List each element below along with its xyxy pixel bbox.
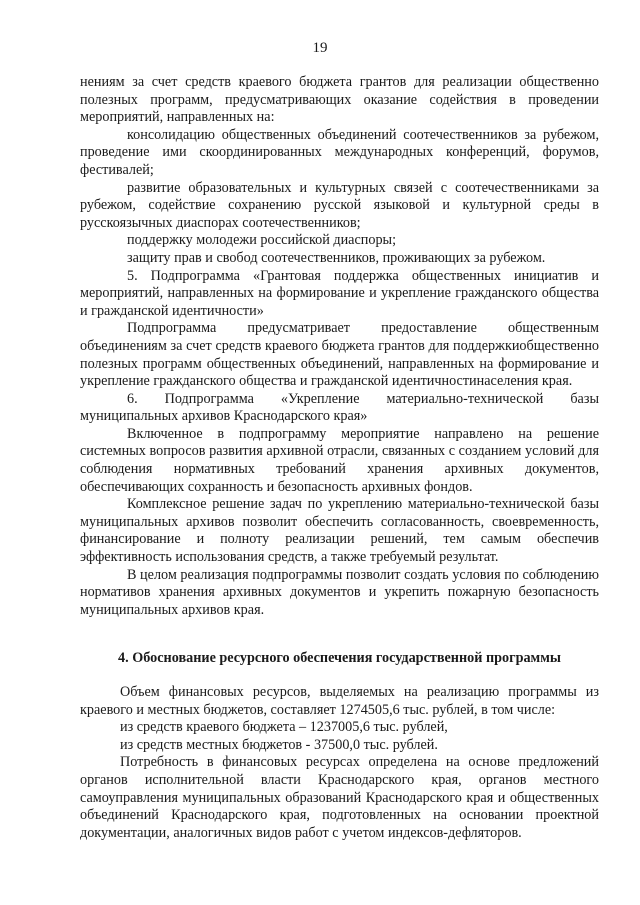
paragraph: поддержку молодежи российской диаспоры; — [127, 232, 397, 249]
body-text-section-4 — [80, 684, 599, 842]
paragraph: нениям за счет средств краевого бюджета грантов для реализации общественно полезных программ, предусматривающих оказание содействия в проведении мероприятий, направленных на: — [80, 74, 599, 126]
paragraph: из средств местных бюджетов - 37500,0 тыс. рублей. — [120, 736, 438, 753]
body-text — [80, 74, 599, 619]
paragraph: Потребность в финансовых ресурсах определена на основе предложений органов исполнительной власти Краснодарского края, органов местного самоуправления муниципальных образований Краснодарского края и общественных объединений Краснодарского края, подготовленных на основании проектной документации, аналогичных видов работ с учетом индексов-дефляторов. — [80, 754, 599, 841]
paragraph: консолидацию общественных объединений соотечественников за рубежом, проведение ими скоординированных международных конференций, форумов, фестивалей; — [80, 126, 599, 178]
paragraph: защиту прав и свобод соотечественников, проживающих за рубежом. — [127, 249, 546, 266]
section-heading: 4. Обоснование ресурсного обеспечения государственной программы — [118, 650, 561, 666]
paragraph: Подпрограмма предусматривает предоставление общественным объединениям за счет средств краевого бюджета грантов для поддержкиобщественно полезных программ общественных объединений, направленных на формирование и укрепление гражданского общества и гражданской идентичностинаселения края. — [80, 320, 599, 390]
paragraph: Включенное в подпрограмму мероприятие направлено на решение системных вопросов развития архивной отрасли, связанных с созданием условий для соблюдения нормативных требований хранения архивных документов, обеспечивающих сохранность и безопасность архивных фондов. — [80, 425, 599, 495]
paragraph: Объем финансовых ресурсов, выделяемых на реализацию программы из краевого и местных бюджетов, составляет 1274505,6 тыс. рублей, в том числе: — [80, 684, 599, 718]
page-number: 19 — [312, 40, 328, 56]
paragraph: развитие образовательных и культурных связей с соотечественниками за рубежом, содействие сохранению русской языковой и культурной среды в русскоязычных диаспорах соотечественников; — [80, 179, 599, 231]
paragraph: 5. Подпрограмма «Грантовая поддержка общественных инициатив и мероприятий, направленных на формирование и укрепление гражданского общества и гражданской идентичности» — [80, 267, 599, 319]
paragraph: 6. Подпрограмма «Укрепление материально-технической базы муниципальных архивов Краснодарского края» — [80, 390, 599, 425]
paragraph: В целом реализация подпрограммы позволит создать условия по соблюдению нормативов хранения архивных документов и укрепить пожарную безопасность муниципальных архивов края. — [80, 566, 599, 618]
paragraph: из средств краевого бюджета – 1237005,6 тыс. рублей, — [120, 719, 448, 736]
paragraph: Комплексное решение задач по укреплению материально-технической базы муниципальных архивов позволит обеспечить согласованность, своевременность, финансирование и полноту реализации решений, тем самым обеспечив эффективность использования средств, а также требуемый результат. — [80, 496, 599, 566]
